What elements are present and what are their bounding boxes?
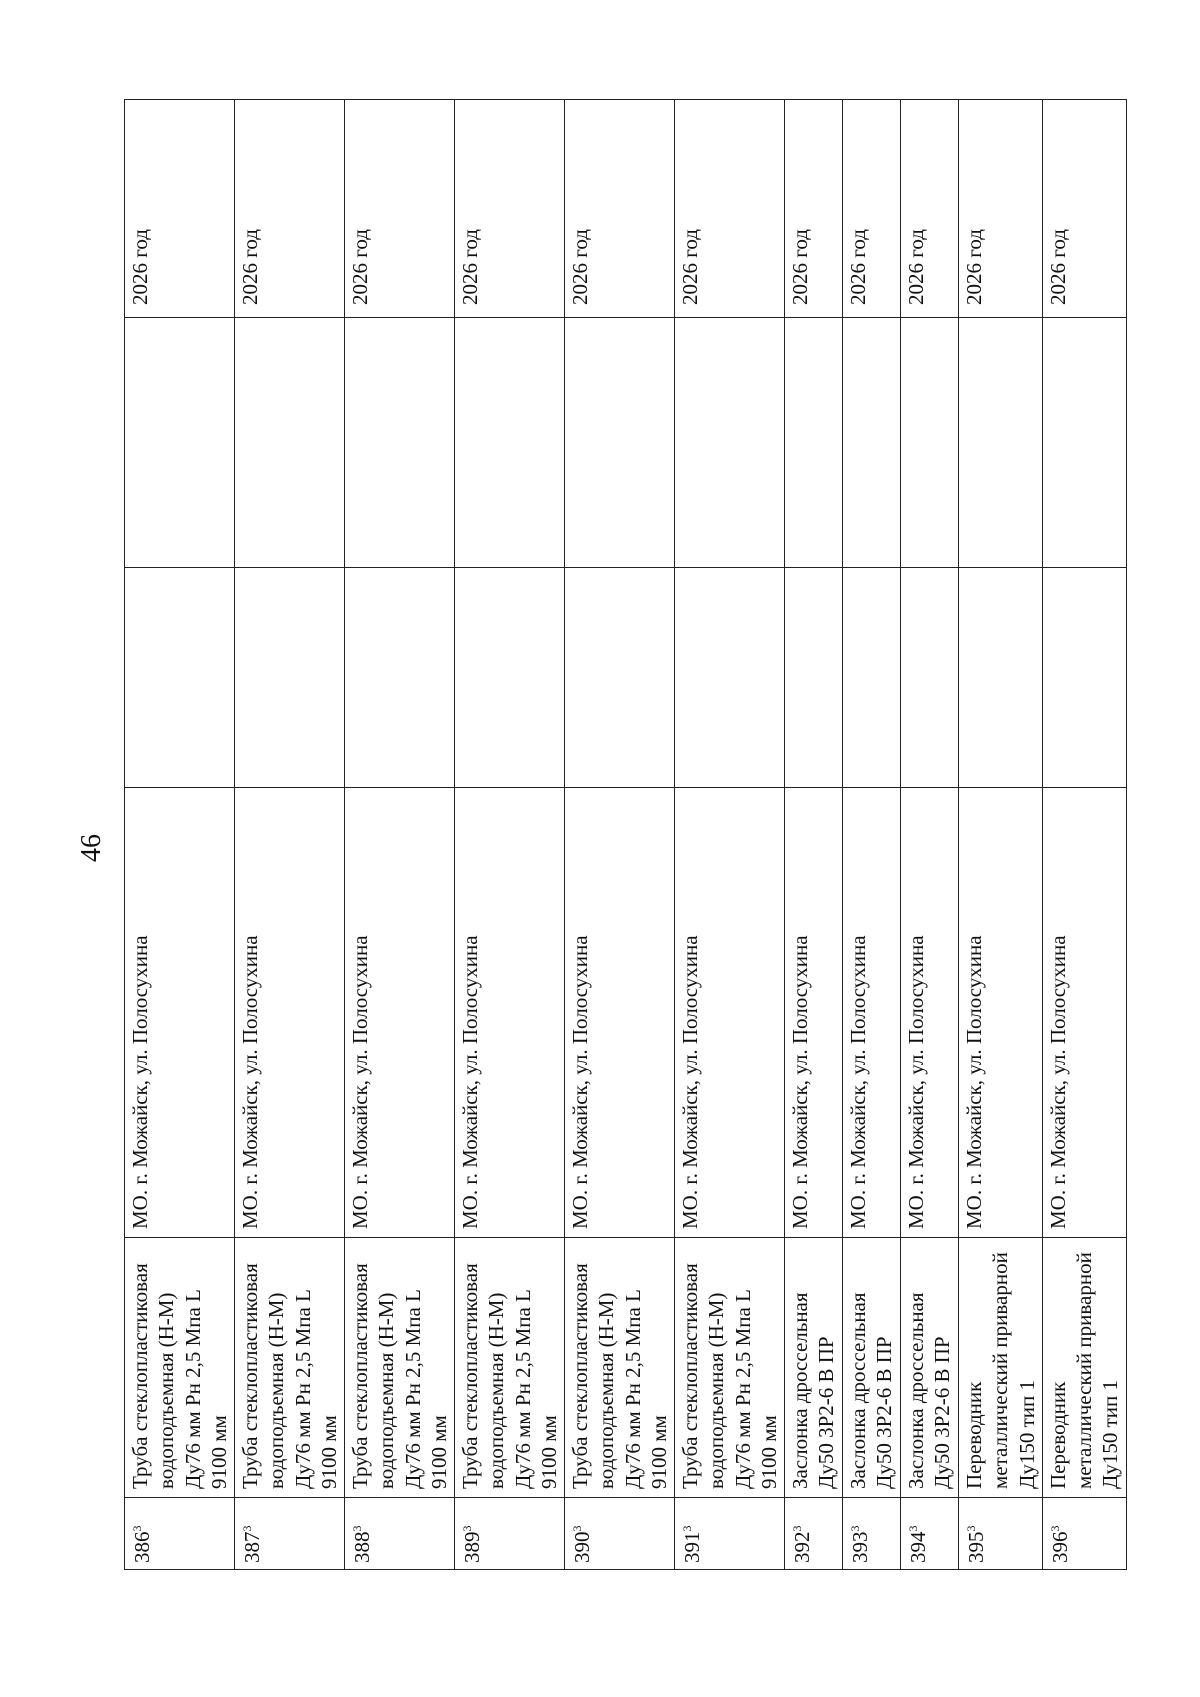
item-name-cell xyxy=(901,1238,959,1498)
row-number-superscript: 3 xyxy=(1047,1525,1062,1532)
item-name-cell xyxy=(345,1238,455,1498)
row-number: 396 xyxy=(1047,1531,1072,1563)
empty-cell xyxy=(843,568,901,788)
empty-cell xyxy=(785,318,843,568)
address-cell xyxy=(785,788,843,1238)
address-cell xyxy=(345,788,455,1238)
address-text: МО. г. Можайск, ул. Полосухина xyxy=(1045,935,1070,1229)
row-number-cell xyxy=(235,1498,345,1570)
empty-cell xyxy=(345,568,455,788)
item-name-text: Заслонка дроссельная Ду50 3Р2-6 В ПР xyxy=(788,1292,839,1489)
item-name-text: Переводник металлический приварной Ду150 тип 1 xyxy=(1045,1252,1123,1489)
address-cell xyxy=(455,788,565,1238)
row-number-superscript: 3 xyxy=(240,1525,254,1532)
property-table xyxy=(124,99,1127,1570)
address-text: МО. г. Можайск, ул. Полосухина xyxy=(962,935,986,1229)
table-row xyxy=(235,100,345,1570)
address-text: МО. г. Можайск, ул. Полосухина xyxy=(904,935,928,1229)
address-text: МО. г. Можайск, ул. Полосухина xyxy=(788,935,812,1229)
item-name-cell xyxy=(1042,1238,1126,1498)
item-name-cell xyxy=(959,1238,1043,1498)
table-row xyxy=(901,100,959,1570)
item-name-cell xyxy=(565,1238,675,1498)
year-text: 2026 год xyxy=(962,229,986,305)
empty-cell xyxy=(843,318,901,568)
year-cell xyxy=(565,100,675,318)
row-number-superscript: 3 xyxy=(906,1525,920,1532)
row-number: 389 xyxy=(460,1531,484,1563)
table-row xyxy=(785,100,843,1570)
year-cell xyxy=(345,100,455,318)
item-name-text: Переводник металлический приварной Ду150 тип 1 xyxy=(962,1252,1039,1489)
row-number-cell xyxy=(125,1498,235,1570)
empty-cell xyxy=(1042,318,1126,568)
empty-cell xyxy=(959,568,1043,788)
empty-cell xyxy=(675,318,785,568)
empty-cell xyxy=(455,568,565,788)
empty-cell xyxy=(901,568,959,788)
empty-cell xyxy=(235,318,345,568)
empty-cell xyxy=(675,568,785,788)
item-name-cell xyxy=(125,1238,235,1498)
year-cell xyxy=(675,100,785,318)
row-number-superscript: 3 xyxy=(130,1525,144,1532)
item-name-cell xyxy=(235,1238,345,1498)
year-cell xyxy=(125,100,235,318)
row-number-cell xyxy=(901,1498,959,1570)
item-name-text: Труба стеклопластиковая водоподъемная (Н-М) Ду76 мм Рн 2,5 Мпа L 9100 мм xyxy=(678,1263,781,1489)
row-number-cell xyxy=(455,1498,565,1570)
empty-cell xyxy=(455,318,565,568)
table-row xyxy=(1042,100,1126,1570)
year-cell xyxy=(843,100,901,318)
address-text: МО. г. Можайск, ул. Полосухина xyxy=(568,935,592,1229)
empty-cell xyxy=(345,318,455,568)
item-name-cell xyxy=(675,1238,785,1498)
item-name-cell xyxy=(843,1238,901,1498)
empty-cell xyxy=(125,568,235,788)
item-name-text: Заслонка дроссельная Ду50 3Р2-6 В ПР xyxy=(846,1292,897,1489)
row-number: 394 xyxy=(906,1531,930,1563)
table-row xyxy=(959,100,1043,1570)
empty-cell xyxy=(125,318,235,568)
year-text: 2026 год xyxy=(128,229,152,305)
row-number-cell xyxy=(843,1498,901,1570)
row-number: 395 xyxy=(964,1531,988,1563)
item-name-text: Заслонка дроссельная Ду50 3Р2-6 В ПР xyxy=(904,1292,955,1489)
row-number: 392 xyxy=(790,1531,814,1563)
row-number-superscript: 3 xyxy=(848,1525,862,1532)
year-text: 2026 год xyxy=(348,229,372,305)
table-row xyxy=(675,100,785,1570)
row-number: 390 xyxy=(570,1531,594,1563)
row-number: 388 xyxy=(350,1531,374,1563)
address-text: МО. г. Можайск, ул. Полосухина xyxy=(678,935,702,1229)
address-cell xyxy=(901,788,959,1238)
address-cell xyxy=(235,788,345,1238)
year-text: 2026 год xyxy=(1045,229,1070,305)
year-cell xyxy=(235,100,345,318)
year-text: 2026 год xyxy=(904,229,928,305)
empty-cell xyxy=(235,568,345,788)
row-number-cell xyxy=(1042,1498,1126,1570)
row-number-cell xyxy=(565,1498,675,1570)
address-text: МО. г. Можайск, ул. Полосухина xyxy=(238,935,262,1229)
row-number: 393 xyxy=(848,1531,872,1563)
row-number-superscript: 3 xyxy=(790,1525,804,1532)
year-cell xyxy=(901,100,959,318)
empty-cell xyxy=(785,568,843,788)
address-cell xyxy=(675,788,785,1238)
empty-cell xyxy=(959,318,1043,568)
page-number-text: 46 xyxy=(76,834,107,862)
item-name-cell xyxy=(455,1238,565,1498)
table-row xyxy=(843,100,901,1570)
row-number-cell xyxy=(345,1498,455,1570)
row-number: 387 xyxy=(240,1531,264,1563)
item-name-text: Труба стеклопластиковая водоподъемная (Н-М) Ду76 мм Рн 2,5 Мпа L 9100 мм xyxy=(458,1263,561,1489)
year-text: 2026 год xyxy=(458,229,482,305)
row-number-superscript: 3 xyxy=(570,1525,584,1532)
empty-cell xyxy=(565,318,675,568)
row-number: 391 xyxy=(680,1531,704,1563)
address-cell xyxy=(125,788,235,1238)
table-row xyxy=(455,100,565,1570)
property-table-body xyxy=(125,100,1127,1570)
item-name-text: Труба стеклопластиковая водоподъемная (Н-М) Ду76 мм Рн 2,5 Мпа L 9100 мм xyxy=(348,1263,451,1489)
address-text: МО. г. Можайск, ул. Полосухина xyxy=(128,935,152,1229)
empty-cell xyxy=(901,318,959,568)
address-cell xyxy=(843,788,901,1238)
year-cell xyxy=(1042,100,1126,318)
table-row xyxy=(345,100,455,1570)
year-text: 2026 год xyxy=(238,229,262,305)
row-number-cell xyxy=(959,1498,1043,1570)
row-number-superscript: 3 xyxy=(350,1525,364,1532)
item-name-text: Труба стеклопластиковая водоподъемная (Н-М) Ду76 мм Рн 2,5 Мпа L 9100 мм xyxy=(568,1263,671,1489)
year-cell xyxy=(455,100,565,318)
item-name-text: Труба стеклопластиковая водоподъемная (Н-М) Ду76 мм Рн 2,5 Мпа L 9100 мм xyxy=(238,1263,341,1489)
row-number-cell xyxy=(675,1498,785,1570)
address-cell xyxy=(1042,788,1126,1238)
row-number-superscript: 3 xyxy=(964,1525,978,1532)
row-number-superscript: 3 xyxy=(680,1525,694,1532)
address-cell xyxy=(959,788,1043,1238)
year-text: 2026 год xyxy=(846,229,870,305)
row-number-cell xyxy=(785,1498,843,1570)
item-name-text: Труба стеклопластиковая водоподъемная (Н-М) Ду76 мм Рн 2,5 Мпа L 9100 мм xyxy=(128,1263,231,1489)
year-cell xyxy=(785,100,843,318)
empty-cell xyxy=(1042,568,1126,788)
address-text: МО. г. Можайск, ул. Полосухина xyxy=(348,935,372,1229)
rotated-table-container xyxy=(124,100,1123,1570)
year-cell xyxy=(959,100,1043,318)
empty-cell xyxy=(565,568,675,788)
row-number-superscript: 3 xyxy=(460,1525,474,1532)
table-row xyxy=(565,100,675,1570)
address-text: МО. г. Можайск, ул. Полосухина xyxy=(846,935,870,1229)
item-name-cell xyxy=(785,1238,843,1498)
row-number: 386 xyxy=(130,1531,154,1563)
address-cell xyxy=(565,788,675,1238)
year-text: 2026 год xyxy=(788,229,812,305)
table-row xyxy=(125,100,235,1570)
year-text: 2026 год xyxy=(568,229,592,305)
address-text: МО. г. Можайск, ул. Полосухина xyxy=(458,935,482,1229)
year-text: 2026 год xyxy=(678,229,702,305)
